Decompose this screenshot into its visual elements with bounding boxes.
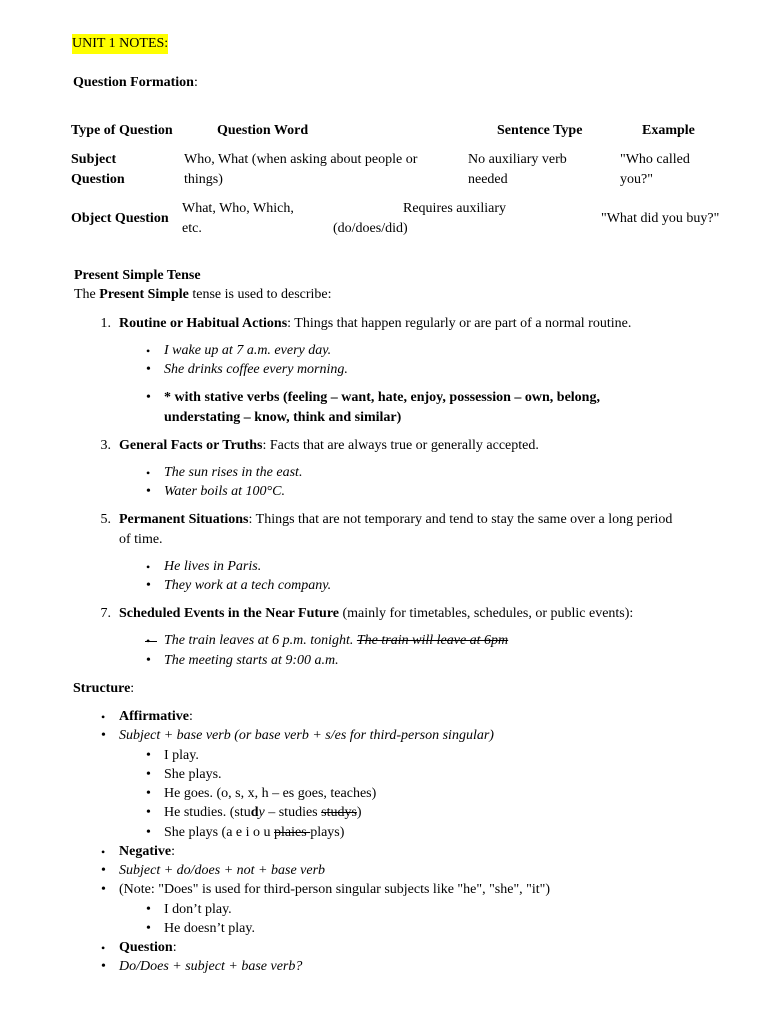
bullet-icon <box>146 919 151 939</box>
example-item: The meeting starts at 9:00 a.m. <box>164 653 339 668</box>
bullet-icon <box>146 558 150 578</box>
affirmative-example: She plays (a e i o u plaies plays) <box>164 825 345 840</box>
section-scheduled: Scheduled Events in the Near Future (mainly for timetables, schedules, or public events): <box>119 606 634 621</box>
example-item: The sun rises in the east. <box>164 465 303 480</box>
strike-mark <box>145 641 157 642</box>
section-permanent: Permanent Situations: Things that are not temporary and tend to stay the same over a long period of time. <box>119 512 673 547</box>
example-item: The train leaves at 6 p.m. tonight. The train will leave at 6pm <box>164 633 509 648</box>
section-number: 3. <box>100 438 111 453</box>
table-header-example: Example <box>642 123 695 138</box>
table-header-type: Type of Question <box>71 123 173 138</box>
section-routine: Routine or Habitual Actions: Things that happen regularly or are part of a normal routine. <box>119 316 632 331</box>
example-item: She drinks coffee every morning. <box>164 362 348 377</box>
bullet-icon <box>146 765 151 785</box>
bullet-icon <box>101 939 105 959</box>
table-row-2-example: "What did you buy?" <box>601 211 720 226</box>
section-number: 5. <box>100 512 111 527</box>
negative-note: (Note: "Does" is used for third-person singular subjects like "he", "she", "it") <box>119 882 551 897</box>
stative-note: * with stative verbs (feeling – want, hate, enjoy, possession – own, belong, understating – know, think and similar) <box>164 390 600 425</box>
example-item: Water boils at 100°C. <box>164 484 285 499</box>
table-row-1-sentence-type: No auxiliary verb needed <box>468 152 567 187</box>
table-row-2-word: What, Who, Which, etc. <box>182 201 294 236</box>
negative-label: Negative: <box>119 844 175 859</box>
affirmative-example: She plays. <box>164 767 222 782</box>
table-row-1-type: Subject Question <box>71 152 125 187</box>
table-row-1-example: "Who called you?" <box>620 152 690 187</box>
example-item: I wake up at 7 a.m. every day. <box>164 343 332 358</box>
question-formula: Do/Does + subject + base verb? <box>119 959 303 974</box>
section-number: 1. <box>100 316 111 331</box>
bullet-icon <box>101 843 105 863</box>
question-label: Question: <box>119 940 177 955</box>
structure-heading: Structure: <box>73 681 135 696</box>
table-header-sentence-type: Sentence Type <box>497 123 583 138</box>
bullet-icon <box>146 388 151 408</box>
bullet-icon <box>101 726 106 746</box>
bullet-icon <box>101 708 105 728</box>
affirmative-formula: Subject + base verb (or base verb + s/es for third-person singular) <box>119 728 494 743</box>
present-simple-intro: The Present Simple tense is used to describe: <box>74 287 332 302</box>
negative-example: He doesn’t play. <box>164 921 255 936</box>
bullet-icon <box>146 823 151 843</box>
bullet-icon <box>146 360 151 380</box>
bullet-icon <box>146 464 150 484</box>
present-simple-heading: Present Simple Tense <box>74 268 201 283</box>
table-row-2-sentence-type-l2: (do/does/did) <box>333 221 408 236</box>
affirmative-example: He goes. (o, s, x, h – es goes, teaches) <box>164 786 377 801</box>
table-header-word: Question Word <box>217 123 309 138</box>
table-row-2-sentence-type-l1: Requires auxiliary <box>403 201 507 216</box>
example-item: They work at a tech company. <box>164 578 332 593</box>
bullet-icon <box>146 651 151 671</box>
section-facts: General Facts or Truths: Facts that are always true or generally accepted. <box>119 438 539 453</box>
bullet-icon <box>146 342 150 362</box>
bullet-icon <box>146 784 151 804</box>
section-number: 7. <box>100 606 111 621</box>
bullet-icon <box>146 482 151 502</box>
bullet-icon <box>101 861 106 881</box>
affirmative-label: Affirmative: <box>119 709 193 724</box>
example-item: He lives in Paris. <box>164 559 262 574</box>
question-formation-heading: Question Formation: <box>73 75 198 90</box>
table-row-1-word: Who, What (when asking about people or things) <box>184 152 418 187</box>
bullet-icon <box>146 576 151 596</box>
bullet-icon <box>101 880 106 900</box>
bullet-icon <box>146 900 151 920</box>
affirmative-example: I play. <box>164 748 199 763</box>
negative-formula: Subject + do/does + not + base verb <box>119 863 326 878</box>
affirmative-example: He studies. (study – studies studys) <box>164 805 362 820</box>
bullet-icon <box>146 803 151 823</box>
table-row-2-type: Object Question <box>71 211 169 226</box>
negative-example: I don’t play. <box>164 902 232 917</box>
bullet-icon <box>146 746 151 766</box>
page-title: UNIT 1 NOTES: <box>72 34 168 54</box>
bullet-icon <box>101 957 106 977</box>
